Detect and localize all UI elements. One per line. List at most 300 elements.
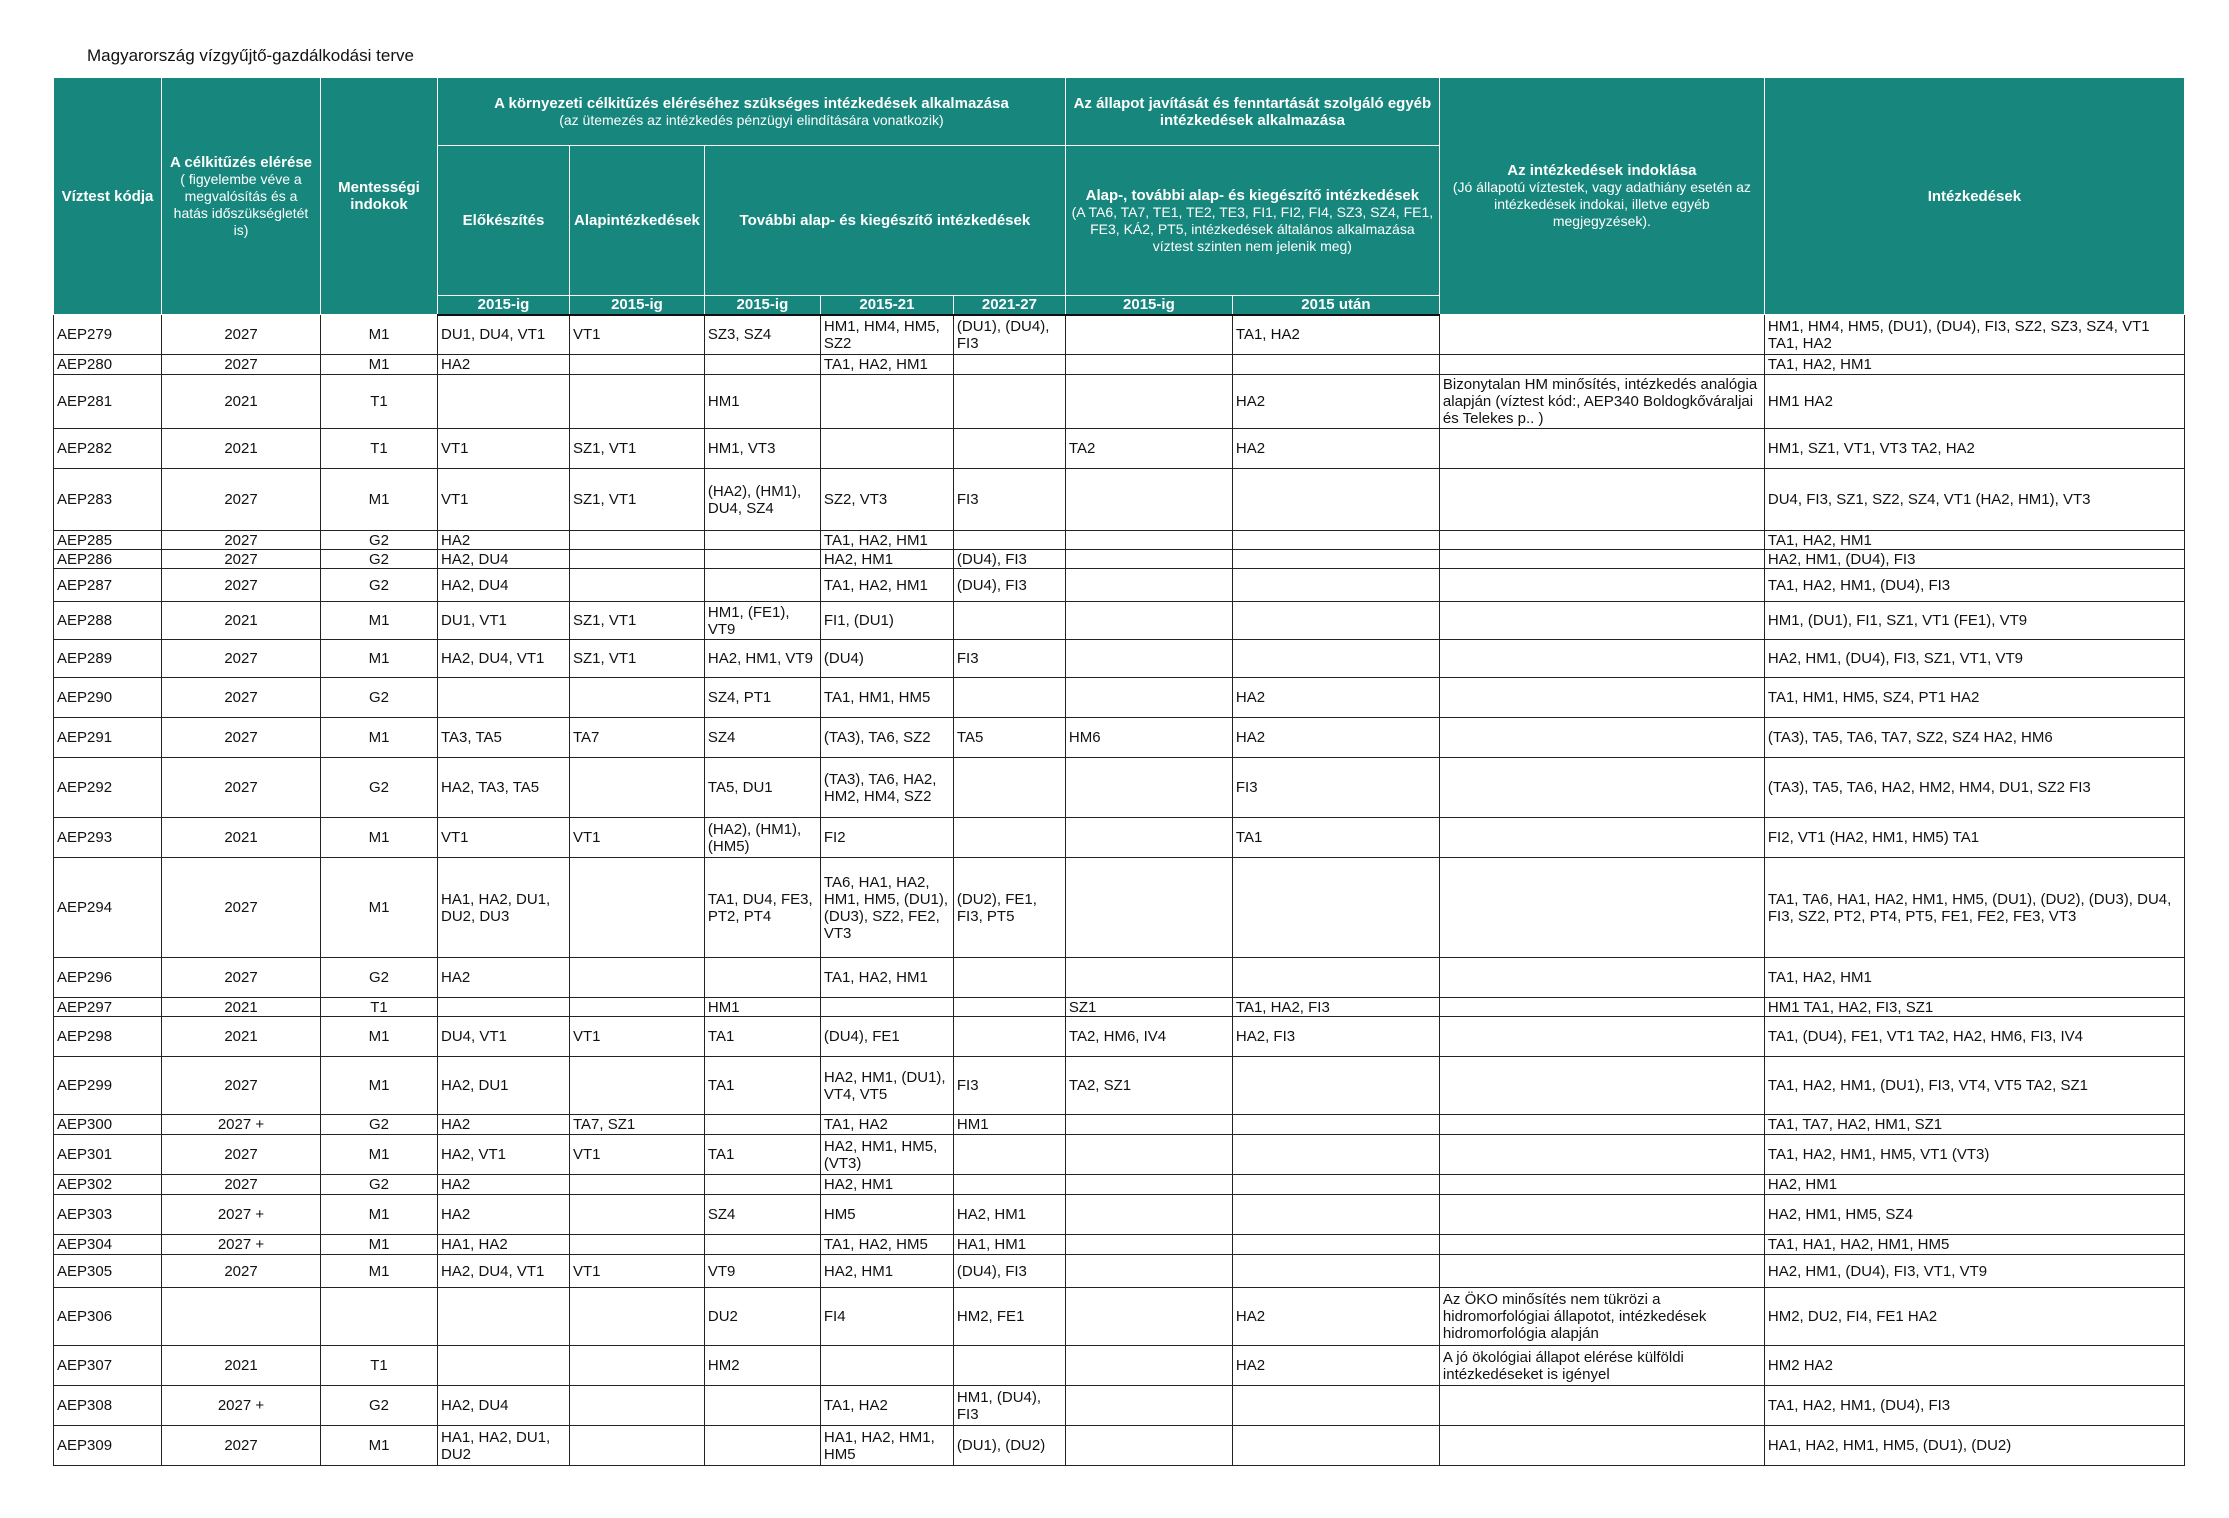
- cell-justification: [1439, 1255, 1764, 1288]
- cell-state-after-2015: [1232, 1135, 1439, 1175]
- cell-further-2015-21: TA1, HA2, HM1: [820, 958, 953, 998]
- cell-code: AEP308: [54, 1386, 162, 1426]
- cell-state-after-2015: [1232, 1235, 1439, 1255]
- table-row: [54, 531, 2185, 550]
- cell-state-2015: TA2, SZ1: [1065, 1057, 1232, 1115]
- cell-state-2015: [1065, 1426, 1232, 1466]
- table-row: [54, 602, 2185, 640]
- cell-prep: HA2, DU4, VT1: [438, 1255, 570, 1288]
- period-header: 2015-ig: [704, 296, 820, 315]
- col-header-justification: [1439, 78, 1764, 315]
- cell-code: AEP288: [54, 602, 162, 640]
- cell-measures: HM1, (DU1), FI1, SZ1, VT1 (FE1), VT9: [1764, 602, 2184, 640]
- table-row: [54, 858, 2185, 958]
- cell-further-2015-21: [820, 375, 953, 429]
- cell-prep: HA2, TA3, TA5: [438, 758, 570, 818]
- cell-exemption: G2: [321, 569, 438, 602]
- cell-prep: VT1: [438, 469, 570, 531]
- table-row: [54, 1235, 2185, 1255]
- cell-prep: DU4, VT1: [438, 1017, 570, 1057]
- col-header-exemption: Mentességi indokok: [321, 78, 438, 315]
- cell-basic: [570, 1235, 705, 1255]
- cell-further-2021-27: [953, 818, 1065, 858]
- cell-prep: [438, 678, 570, 718]
- cell-prep: HA1, HA2, DU1, DU2: [438, 1426, 570, 1466]
- cell-target: 2021: [162, 1346, 321, 1386]
- cell-prep: [438, 375, 570, 429]
- cell-exemption: G2: [321, 1115, 438, 1135]
- cell-further-2021-27: FI3: [953, 640, 1065, 678]
- cell-target: 2027: [162, 355, 321, 375]
- cell-code: AEP306: [54, 1288, 162, 1346]
- cell-justification: [1439, 531, 1764, 550]
- sub-header-state-note: (A TA6, TA7, TE1, TE2, TE3, FI1, FI2, FI4, SZ3, SZ4, FE1, FE3, KÁ2, PT5, intézkedések általános alkalmazása víztest szinten nem jelenik meg): [1071, 203, 1434, 254]
- table-row: [54, 469, 2185, 531]
- cell-code: AEP291: [54, 718, 162, 758]
- cell-prep: [438, 1346, 570, 1386]
- cell-exemption: M1: [321, 1135, 438, 1175]
- cell-state-2015: [1065, 1195, 1232, 1235]
- cell-further-2015: HM2: [704, 1346, 820, 1386]
- cell-code: AEP301: [54, 1135, 162, 1175]
- cell-further-2015-21: [820, 1346, 953, 1386]
- cell-code: AEP289: [54, 640, 162, 678]
- table-row: [54, 1288, 2185, 1346]
- cell-code: AEP304: [54, 1235, 162, 1255]
- cell-basic: SZ1, VT1: [570, 429, 705, 469]
- cell-state-2015: [1065, 818, 1232, 858]
- cell-measures: TA1, HA2, HM1, (DU1), FI3, VT4, VT5 TA2, SZ1: [1764, 1057, 2184, 1115]
- cell-exemption: M1: [321, 1426, 438, 1466]
- cell-further-2015-21: HA2, HM1, (DU1), VT4, VT5: [820, 1057, 953, 1115]
- cell-exemption: G2: [321, 1386, 438, 1426]
- cell-further-2021-27: [953, 1346, 1065, 1386]
- cell-basic: [570, 1057, 705, 1115]
- cell-state-2015: [1065, 355, 1232, 375]
- period-header: 2015 után: [1232, 296, 1439, 315]
- cell-prep: VT1: [438, 818, 570, 858]
- cell-state-after-2015: TA1: [1232, 818, 1439, 858]
- cell-exemption: M1: [321, 602, 438, 640]
- cell-target: 2021: [162, 375, 321, 429]
- table-row: [54, 1255, 2185, 1288]
- cell-state-after-2015: [1232, 1386, 1439, 1426]
- cell-further-2015: TA1, DU4, FE3, PT2, PT4: [704, 858, 820, 958]
- group-header-env-note: (az ütemezés az intézkedés pénzügyi elindítására vonatkozik): [559, 111, 944, 128]
- cell-further-2015: HM1, VT3: [704, 429, 820, 469]
- cell-further-2021-27: [953, 758, 1065, 818]
- cell-basic: [570, 355, 705, 375]
- cell-exemption: M1: [321, 818, 438, 858]
- cell-basic: VT1: [570, 1135, 705, 1175]
- cell-target: [162, 1288, 321, 1346]
- cell-prep: VT1: [438, 429, 570, 469]
- cell-justification: [1439, 1135, 1764, 1175]
- col-header-justification-title: Az intézkedések indoklása: [1507, 162, 1697, 179]
- cell-state-2015: [1065, 569, 1232, 602]
- cell-further-2015: [704, 1386, 820, 1426]
- cell-measures: HA2, HM1: [1764, 1175, 2184, 1195]
- cell-code: AEP287: [54, 569, 162, 602]
- cell-measures: HM2, DU2, FI4, FE1 HA2: [1764, 1288, 2184, 1346]
- cell-further-2015: HM1: [704, 998, 820, 1017]
- cell-exemption: T1: [321, 429, 438, 469]
- cell-justification: [1439, 469, 1764, 531]
- cell-prep: HA2, DU4, VT1: [438, 640, 570, 678]
- cell-exemption: M1: [321, 640, 438, 678]
- cell-justification: [1439, 758, 1764, 818]
- cell-code: AEP302: [54, 1175, 162, 1195]
- cell-justification: [1439, 429, 1764, 469]
- cell-exemption: M1: [321, 718, 438, 758]
- cell-basic: [570, 1195, 705, 1235]
- cell-further-2015-21: TA6, HA1, HA2, HM1, HM5, (DU1), (DU3), SZ2, FE2, VT3: [820, 858, 953, 958]
- cell-state-2015: [1065, 375, 1232, 429]
- cell-state-2015: [1065, 1235, 1232, 1255]
- cell-exemption: M1: [321, 315, 438, 355]
- cell-justification: [1439, 818, 1764, 858]
- cell-target: 2027: [162, 718, 321, 758]
- cell-further-2015-21: SZ2, VT3: [820, 469, 953, 531]
- cell-further-2015: [704, 1115, 820, 1135]
- cell-further-2015: DU2: [704, 1288, 820, 1346]
- cell-further-2015: TA1: [704, 1017, 820, 1057]
- cell-code: AEP296: [54, 958, 162, 998]
- cell-further-2021-27: TA5: [953, 718, 1065, 758]
- cell-prep: HA2, DU4: [438, 569, 570, 602]
- period-header: 2015-ig: [570, 296, 705, 315]
- cell-further-2015-21: FI4: [820, 1288, 953, 1346]
- cell-basic: [570, 531, 705, 550]
- cell-state-after-2015: [1232, 531, 1439, 550]
- cell-measures: TA1, TA6, HA1, HA2, HM1, HM5, (DU1), (DU2), (DU3), DU4, FI3, SZ2, PT2, PT4, PT5, FE1, FE2, FE3, VT3: [1764, 858, 2184, 958]
- table-row: [54, 315, 2185, 355]
- cell-justification: [1439, 550, 1764, 569]
- cell-further-2015: [704, 1235, 820, 1255]
- cell-state-after-2015: [1232, 640, 1439, 678]
- table-row: [54, 1017, 2185, 1057]
- table-row: [54, 1426, 2185, 1466]
- cell-state-after-2015: [1232, 469, 1439, 531]
- cell-further-2015-21: HA2, HM1, HM5, (VT3): [820, 1135, 953, 1175]
- cell-measures: HM1 HA2: [1764, 375, 2184, 429]
- cell-target: 2027 +: [162, 1386, 321, 1426]
- cell-code: AEP279: [54, 315, 162, 355]
- cell-state-after-2015: HA2, FI3: [1232, 1017, 1439, 1057]
- cell-state-2015: [1065, 1288, 1232, 1346]
- cell-measures: (TA3), TA5, TA6, HA2, HM2, HM4, DU1, SZ2 FI3: [1764, 758, 2184, 818]
- sub-header-state-title: Alap-, további alap- és kiegészítő intézkedések: [1085, 186, 1420, 204]
- cell-state-2015: [1065, 678, 1232, 718]
- group-header-state: Az állapot javítását és fenntartását szolgáló egyéb intézkedések alkalmazása: [1065, 78, 1439, 146]
- cell-further-2015-21: TA1, HA2: [820, 1115, 953, 1135]
- cell-code: AEP305: [54, 1255, 162, 1288]
- cell-basic: [570, 998, 705, 1017]
- table-row: [54, 569, 2185, 602]
- cell-exemption: M1: [321, 858, 438, 958]
- cell-further-2021-27: [953, 958, 1065, 998]
- cell-further-2021-27: [953, 998, 1065, 1017]
- cell-further-2021-27: HM1, (DU4), FI3: [953, 1386, 1065, 1426]
- cell-justification: [1439, 640, 1764, 678]
- cell-basic: [570, 1346, 705, 1386]
- cell-justification: [1439, 1175, 1764, 1195]
- cell-exemption: M1: [321, 355, 438, 375]
- cell-target: 2027: [162, 1135, 321, 1175]
- cell-state-after-2015: [1232, 550, 1439, 569]
- measures-table: [53, 77, 2185, 1466]
- cell-state-after-2015: [1232, 858, 1439, 958]
- table-row: [54, 718, 2185, 758]
- cell-state-2015: [1065, 1175, 1232, 1195]
- cell-measures: TA1, HA1, HA2, HM1, HM5: [1764, 1235, 2184, 1255]
- cell-further-2015-21: HA2, HM1: [820, 1255, 953, 1288]
- cell-code: AEP292: [54, 758, 162, 818]
- cell-basic: SZ1, VT1: [570, 469, 705, 531]
- cell-basic: [570, 569, 705, 602]
- cell-further-2015-21: FI2: [820, 818, 953, 858]
- cell-further-2015: HA2, HM1, VT9: [704, 640, 820, 678]
- table-row: [54, 1386, 2185, 1426]
- cell-further-2015-21: HM5: [820, 1195, 953, 1235]
- cell-justification: [1439, 315, 1764, 355]
- cell-further-2021-27: HM2, FE1: [953, 1288, 1065, 1346]
- cell-exemption: M1: [321, 1235, 438, 1255]
- cell-basic: TA7: [570, 718, 705, 758]
- cell-state-after-2015: HA2: [1232, 1346, 1439, 1386]
- period-header: 2015-ig: [1065, 296, 1232, 315]
- cell-state-2015: [1065, 602, 1232, 640]
- table-body: [54, 315, 2185, 1466]
- cell-prep: [438, 998, 570, 1017]
- cell-measures: HA2, HM1, (DU4), FI3, VT1, VT9: [1764, 1255, 2184, 1288]
- cell-exemption: G2: [321, 531, 438, 550]
- sub-header-state: [1065, 146, 1439, 296]
- cell-basic: [570, 550, 705, 569]
- cell-further-2015: [704, 531, 820, 550]
- cell-prep: HA1, HA2: [438, 1235, 570, 1255]
- cell-further-2015: SZ4: [704, 1195, 820, 1235]
- cell-code: AEP299: [54, 1057, 162, 1115]
- cell-further-2015-21: HA2, HM1: [820, 1175, 953, 1195]
- cell-basic: [570, 1288, 705, 1346]
- table-row: [54, 375, 2185, 429]
- cell-target: 2027: [162, 640, 321, 678]
- cell-further-2021-27: (DU1), (DU4), FI3: [953, 315, 1065, 355]
- cell-prep: DU1, VT1: [438, 602, 570, 640]
- cell-target: 2021: [162, 429, 321, 469]
- cell-state-2015: [1065, 469, 1232, 531]
- cell-measures: TA1, (DU4), FE1, VT1 TA2, HA2, HM6, FI3, IV4: [1764, 1017, 2184, 1057]
- cell-prep: HA2: [438, 958, 570, 998]
- cell-justification: [1439, 1057, 1764, 1115]
- cell-further-2015-21: [820, 998, 953, 1017]
- cell-further-2015: [704, 355, 820, 375]
- cell-measures: TA1, HA2, HM1: [1764, 355, 2184, 375]
- sub-header-further: További alap- és kiegészítő intézkedések: [704, 146, 1065, 296]
- cell-further-2021-27: (DU4), FI3: [953, 569, 1065, 602]
- col-header-target: [162, 78, 321, 315]
- cell-code: AEP298: [54, 1017, 162, 1057]
- cell-further-2015: SZ4: [704, 718, 820, 758]
- table-row: [54, 678, 2185, 718]
- cell-measures: HM2 HA2: [1764, 1346, 2184, 1386]
- cell-further-2015-21: HA1, HA2, HM1, HM5: [820, 1426, 953, 1466]
- table-row: [54, 355, 2185, 375]
- cell-exemption: T1: [321, 998, 438, 1017]
- cell-further-2015: SZ3, SZ4: [704, 315, 820, 355]
- cell-exemption: [321, 1288, 438, 1346]
- cell-target: 2021: [162, 602, 321, 640]
- cell-prep: HA2, DU4: [438, 1386, 570, 1426]
- cell-further-2015-21: FI1, (DU1): [820, 602, 953, 640]
- cell-code: AEP309: [54, 1426, 162, 1466]
- cell-measures: (TA3), TA5, TA6, TA7, SZ2, SZ4 HA2, HM6: [1764, 718, 2184, 758]
- cell-target: 2027: [162, 858, 321, 958]
- cell-exemption: T1: [321, 1346, 438, 1386]
- cell-state-after-2015: [1232, 569, 1439, 602]
- cell-further-2021-27: (DU1), (DU2): [953, 1426, 1065, 1466]
- cell-state-2015: [1065, 531, 1232, 550]
- cell-state-after-2015: [1232, 1195, 1439, 1235]
- cell-code: AEP283: [54, 469, 162, 531]
- table-row: [54, 958, 2185, 998]
- cell-further-2021-27: [953, 1017, 1065, 1057]
- cell-basic: VT1: [570, 1017, 705, 1057]
- cell-further-2015: [704, 958, 820, 998]
- cell-justification: [1439, 858, 1764, 958]
- cell-state-after-2015: HA2: [1232, 678, 1439, 718]
- cell-exemption: M1: [321, 1057, 438, 1115]
- cell-prep: TA3, TA5: [438, 718, 570, 758]
- cell-state-2015: [1065, 1346, 1232, 1386]
- cell-further-2015: TA1: [704, 1057, 820, 1115]
- period-header: 2015-21: [820, 296, 953, 315]
- cell-prep: HA2, DU1: [438, 1057, 570, 1115]
- cell-prep: HA2: [438, 1115, 570, 1135]
- col-header-code: Víztest kódja: [54, 78, 162, 315]
- table-row: [54, 998, 2185, 1017]
- cell-code: AEP303: [54, 1195, 162, 1235]
- cell-measures: DU4, FI3, SZ1, SZ2, SZ4, VT1 (HA2, HM1), VT3: [1764, 469, 2184, 531]
- cell-basic: SZ1, VT1: [570, 640, 705, 678]
- cell-state-2015: [1065, 958, 1232, 998]
- cell-justification: [1439, 1017, 1764, 1057]
- cell-basic: [570, 958, 705, 998]
- cell-further-2015: (HA2), (HM1), (HM5): [704, 818, 820, 858]
- cell-further-2015-21: (DU4): [820, 640, 953, 678]
- cell-target: 2027: [162, 1255, 321, 1288]
- cell-code: AEP281: [54, 375, 162, 429]
- cell-state-after-2015: [1232, 1255, 1439, 1288]
- cell-basic: [570, 1386, 705, 1426]
- table-row: [54, 1135, 2185, 1175]
- cell-further-2015: VT9: [704, 1255, 820, 1288]
- col-header-justification-note: (Jó állapotú víztestek, vagy adathiány esetén az intézkedések indokai, illetve egyéb megjegyzések).: [1452, 179, 1751, 229]
- cell-further-2015: (HA2), (HM1), DU4, SZ4: [704, 469, 820, 531]
- cell-further-2015: [704, 550, 820, 569]
- cell-further-2015-21: TA1, HA2, HM5: [820, 1235, 953, 1255]
- cell-target: 2027: [162, 1057, 321, 1115]
- cell-justification: Az ÖKO minősítés nem tükrözi a hidromorfológiai állapotot, intézkedések hidromorfológia alapján: [1439, 1288, 1764, 1346]
- cell-prep: HA2: [438, 355, 570, 375]
- cell-prep: HA2: [438, 1175, 570, 1195]
- cell-measures: TA1, HA2, HM1, (DU4), FI3: [1764, 1386, 2184, 1426]
- cell-target: 2021: [162, 998, 321, 1017]
- cell-further-2021-27: FI3: [953, 469, 1065, 531]
- cell-state-2015: [1065, 758, 1232, 818]
- cell-prep: DU1, DU4, VT1: [438, 315, 570, 355]
- cell-basic: [570, 1426, 705, 1466]
- cell-further-2015-21: [820, 429, 953, 469]
- cell-further-2015-21: TA1, HA2: [820, 1386, 953, 1426]
- cell-state-2015: [1065, 315, 1232, 355]
- cell-justification: [1439, 998, 1764, 1017]
- table-row: [54, 550, 2185, 569]
- cell-further-2021-27: HM1: [953, 1115, 1065, 1135]
- cell-state-after-2015: [1232, 958, 1439, 998]
- cell-target: 2027: [162, 531, 321, 550]
- cell-state-2015: TA2, HM6, IV4: [1065, 1017, 1232, 1057]
- cell-code: AEP280: [54, 355, 162, 375]
- cell-basic: TA7, SZ1: [570, 1115, 705, 1135]
- cell-basic: VT1: [570, 1255, 705, 1288]
- cell-state-after-2015: [1232, 1057, 1439, 1115]
- group-header-env-title: A környezeti célkitűzés eléréséhez szükséges intézkedések alkalmazása: [494, 94, 1009, 112]
- cell-justification: [1439, 718, 1764, 758]
- cell-state-after-2015: [1232, 1115, 1439, 1135]
- sub-header-prep: Előkészítés: [438, 146, 570, 296]
- cell-state-after-2015: FI3: [1232, 758, 1439, 818]
- cell-justification: Bizonytalan HM minősítés, intézkedés analógia alapján (víztest kód:, AEP340 Boldogkőváraljai és Telekes p.. ): [1439, 375, 1764, 429]
- cell-state-2015: HM6: [1065, 718, 1232, 758]
- cell-code: AEP307: [54, 1346, 162, 1386]
- cell-basic: VT1: [570, 818, 705, 858]
- cell-basic: [570, 375, 705, 429]
- cell-target: 2021: [162, 818, 321, 858]
- cell-target: 2027: [162, 550, 321, 569]
- cell-state-2015: [1065, 1135, 1232, 1175]
- cell-target: 2027: [162, 758, 321, 818]
- cell-justification: A jó ökológiai állapot elérése külföldi intézkedéseket is igényel: [1439, 1346, 1764, 1386]
- cell-further-2015-21: TA1, HM1, HM5: [820, 678, 953, 718]
- cell-measures: HA2, HM1, (DU4), FI3, SZ1, VT1, VT9: [1764, 640, 2184, 678]
- cell-target: 2021: [162, 1017, 321, 1057]
- cell-prep: [438, 1288, 570, 1346]
- cell-state-after-2015: [1232, 1175, 1439, 1195]
- cell-measures: HA1, HA2, HM1, HM5, (DU1), (DU2): [1764, 1426, 2184, 1466]
- cell-state-after-2015: HA2: [1232, 375, 1439, 429]
- cell-exemption: M1: [321, 1255, 438, 1288]
- cell-measures: HA2, HM1, (DU4), FI3: [1764, 550, 2184, 569]
- cell-target: 2027: [162, 1175, 321, 1195]
- cell-exemption: M1: [321, 1195, 438, 1235]
- cell-state-2015: [1065, 1386, 1232, 1426]
- cell-measures: HM1 TA1, HA2, FI3, SZ1: [1764, 998, 2184, 1017]
- cell-further-2015: SZ4, PT1: [704, 678, 820, 718]
- cell-state-after-2015: TA1, HA2: [1232, 315, 1439, 355]
- cell-basic: [570, 678, 705, 718]
- cell-further-2021-27: (DU2), FE1, FI3, PT5: [953, 858, 1065, 958]
- table-row: [54, 429, 2185, 469]
- cell-justification: [1439, 569, 1764, 602]
- cell-further-2021-27: HA2, HM1: [953, 1195, 1065, 1235]
- cell-exemption: G2: [321, 678, 438, 718]
- cell-basic: SZ1, VT1: [570, 602, 705, 640]
- cell-prep: HA2, DU4: [438, 550, 570, 569]
- cell-further-2021-27: [953, 678, 1065, 718]
- cell-exemption: G2: [321, 758, 438, 818]
